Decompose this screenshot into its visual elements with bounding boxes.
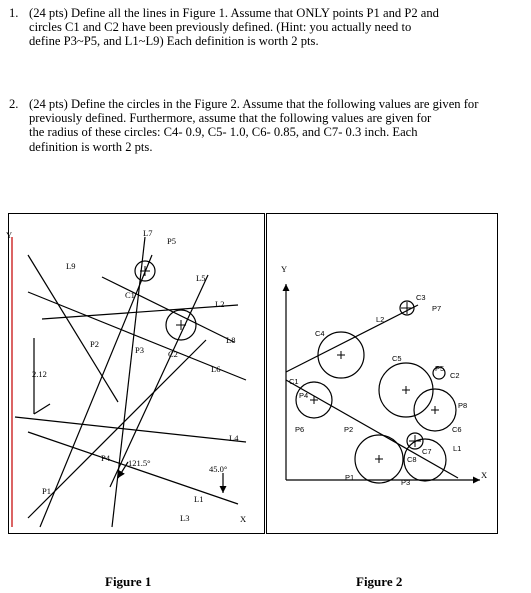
fig1-line-l2: [42, 305, 238, 319]
figure-2-drawing: [286, 284, 480, 483]
fig2-label-c6: C6: [452, 425, 462, 434]
fig1-line-l4: [15, 417, 246, 442]
fig1-label-l3: L3: [180, 513, 190, 523]
figure-2-caption: Figure 2: [356, 574, 403, 589]
fig1-label-l6: L6: [211, 364, 221, 374]
question-2-line-3: the radius of these circles: C4- 0.9, C5- 1.0, C6- 0.85, and C7- 0.3 inch. Each: [29, 125, 418, 140]
fig2-label-p6: P6: [295, 425, 305, 434]
fig1-label-dim: 2.12: [32, 369, 47, 379]
fig1-label-l4: L4: [229, 433, 239, 443]
fig1-line-l7: [112, 237, 145, 527]
fig2-label-c3: C3: [416, 293, 426, 302]
figure-1-caption: Figure 1: [105, 574, 152, 589]
fig2-label-c5: C5: [392, 354, 402, 363]
fig1-axis-y-label: Y: [6, 230, 13, 240]
question-2-line-4: definition is worth 2 pts.: [29, 139, 153, 154]
fig2-label-p7: P7: [432, 304, 442, 313]
figure-1-axis-y: [6, 230, 12, 527]
question-1-line-1: (24 pts) Define all the lines in Figure 1. Assume that ONLY points P1 and P2 and: [29, 6, 439, 20]
fig2-label-l2: L2: [376, 315, 385, 324]
fig2-label-c7: C7: [422, 447, 432, 456]
fig1-label-p4: P4: [101, 453, 110, 463]
fig2-label-p8: P8: [458, 401, 468, 410]
fig2-axis-x-label: X: [481, 470, 488, 480]
fig1-label-p5: P5: [167, 236, 176, 246]
figure-1-labels: [32, 228, 246, 524]
fig2-label-p3: P3: [401, 478, 411, 487]
fig1-dim-tick: [34, 404, 50, 414]
fig1-line-l9: [28, 255, 118, 402]
fig1-label-c1: C1: [125, 290, 135, 300]
fig1-label-c2: C2: [168, 349, 178, 359]
fig2-label-c4: C4: [315, 329, 325, 338]
fig2-label-p2: P2: [344, 425, 354, 434]
fig1-label-p1: P1: [42, 486, 51, 496]
fig2-label-p4: P4: [299, 391, 309, 400]
fig2-label-p1: P1: [345, 473, 355, 482]
fig1-label-p3: P3: [135, 345, 144, 355]
fig2-label-c1: C1: [289, 377, 299, 386]
fig1-label-l9: L9: [66, 261, 76, 271]
fig2-label-p5: P5: [435, 364, 445, 373]
fig1-line-l1: [28, 432, 238, 504]
fig1-label-l2: L2: [215, 299, 225, 309]
fig2-label-l1: L1: [453, 444, 462, 453]
fig1-label-angle2: 45.0°: [209, 464, 228, 474]
fig1-label-l5: L5: [196, 273, 206, 283]
fig2-label-c2: C2: [450, 371, 460, 380]
figure-1-drawing: [15, 237, 246, 527]
question-2-line-2: previously defined. Furthermore, assume that the following values are given for: [29, 111, 432, 126]
fig1-label-l8: L8: [226, 335, 236, 345]
question-2-number: 2.: [9, 97, 19, 111]
fig1-label-l7: L7: [143, 228, 153, 238]
figure-2-labels: [281, 264, 487, 487]
figure-1-crosshairs: [140, 266, 186, 330]
fig1-label-p2: P2: [90, 339, 99, 349]
question-1-line-3: define P3~P5, and L1~L9) Each definition is worth 2 pts.: [29, 34, 319, 49]
fig2-label-c8: C8: [407, 455, 417, 464]
fig2-axis-y-label: Y: [281, 264, 288, 274]
fig1-label-l1: L1: [194, 494, 204, 504]
question-2-line-1: (24 pts) Define the circles in the Figure 2. Assume that the following values are given for: [29, 97, 479, 111]
question-1-number: 1.: [9, 6, 19, 20]
fig1-line-l5: [110, 275, 208, 487]
fig1-line-l10: [40, 255, 152, 527]
fig1-label-angle1: 121.5°: [128, 458, 151, 468]
fig1-axis-x-label: X: [240, 514, 247, 524]
question-1-line-2: circles C1 and C2 have been previously defined. (Hint: you actually need to: [29, 20, 412, 35]
